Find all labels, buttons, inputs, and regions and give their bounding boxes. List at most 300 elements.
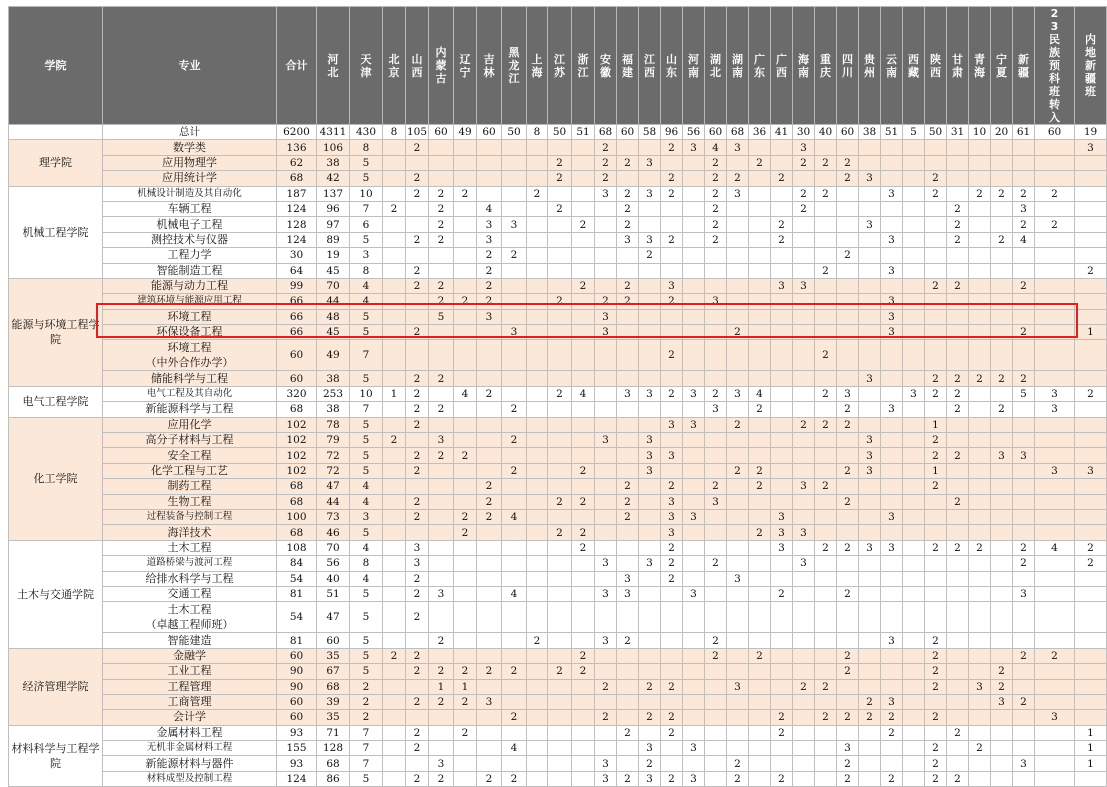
major-name: 海洋技术 bbox=[103, 525, 277, 540]
quota-cell: 2 bbox=[477, 278, 502, 293]
quota-cell: 2 bbox=[572, 494, 595, 509]
table-row bbox=[9, 679, 1107, 694]
quota-cell bbox=[815, 294, 837, 309]
quota-cell: 2 bbox=[429, 371, 454, 386]
quota-cell: 2 bbox=[429, 186, 454, 201]
quota-cell bbox=[859, 586, 881, 601]
quota-cell: 3 bbox=[683, 741, 705, 756]
quota-cell bbox=[1075, 648, 1107, 663]
quota-cell: 70 bbox=[317, 278, 350, 293]
quota-cell bbox=[903, 155, 925, 170]
quota-cell bbox=[548, 371, 572, 386]
quota-cell bbox=[454, 540, 477, 555]
quota-cell: 56 bbox=[317, 556, 350, 571]
quota-cell: 2 bbox=[815, 263, 837, 278]
quota-cell bbox=[771, 694, 793, 709]
quota-cell bbox=[572, 294, 595, 309]
quota-cell: 2 bbox=[1013, 186, 1035, 201]
quota-cell bbox=[925, 155, 947, 170]
quota-cell: 5 bbox=[350, 417, 383, 432]
quota-cell bbox=[859, 294, 881, 309]
quota-cell bbox=[661, 586, 683, 601]
quota-cell bbox=[502, 540, 527, 555]
quota-cell: 3 bbox=[881, 186, 903, 201]
quota-cell: 2 bbox=[548, 386, 572, 401]
major-name: 建筑环境与能源应用工程 bbox=[103, 294, 277, 309]
quota-cell: 2 bbox=[705, 217, 727, 232]
quota-cell bbox=[683, 433, 705, 448]
quota-cell bbox=[903, 294, 925, 309]
quota-cell: 3 bbox=[429, 433, 454, 448]
quota-cell bbox=[1075, 171, 1107, 186]
quota-cell bbox=[617, 694, 639, 709]
quota-cell: 2 bbox=[947, 771, 969, 786]
quota-cell bbox=[683, 340, 705, 371]
column-header bbox=[572, 7, 595, 125]
quota-cell: 2 bbox=[969, 741, 991, 756]
quota-cell bbox=[572, 309, 595, 324]
quota-cell: 2 bbox=[727, 325, 749, 340]
quota-cell bbox=[683, 448, 705, 463]
quota-cell bbox=[639, 725, 661, 740]
quota-cell: 2 bbox=[969, 540, 991, 555]
quota-cell: 2 bbox=[406, 371, 429, 386]
table-row bbox=[9, 201, 1107, 216]
quota-cell bbox=[881, 417, 903, 432]
quota-cell bbox=[595, 725, 617, 740]
quota-cell bbox=[947, 479, 969, 494]
quota-cell bbox=[477, 571, 502, 586]
column-header bbox=[1013, 7, 1035, 125]
quota-cell: 2 bbox=[477, 248, 502, 263]
total-cell: 8 bbox=[527, 125, 548, 140]
quota-cell: 2 bbox=[793, 186, 815, 201]
quota-cell: 10 bbox=[350, 386, 383, 401]
quota-cell bbox=[383, 263, 406, 278]
quota-cell: 2 bbox=[661, 186, 683, 201]
quota-cell bbox=[771, 633, 793, 648]
quota-cell bbox=[903, 648, 925, 663]
quota-cell bbox=[991, 140, 1013, 155]
quota-cell: 68 bbox=[277, 525, 317, 540]
quota-cell: 99 bbox=[277, 278, 317, 293]
quota-cell: 7 bbox=[350, 402, 383, 417]
quota-cell bbox=[429, 248, 454, 263]
quota-cell bbox=[991, 217, 1013, 232]
quota-cell: 3 bbox=[881, 263, 903, 278]
quota-cell bbox=[705, 525, 727, 540]
total-cell: 38 bbox=[859, 125, 881, 140]
quota-cell bbox=[548, 232, 572, 247]
quota-cell: 89 bbox=[317, 232, 350, 247]
column-header bbox=[815, 7, 837, 125]
quota-cell bbox=[815, 309, 837, 324]
quota-cell: 49 bbox=[317, 340, 350, 371]
table-row bbox=[9, 186, 1107, 201]
quota-cell bbox=[947, 248, 969, 263]
quota-cell bbox=[925, 340, 947, 371]
quota-cell bbox=[837, 725, 859, 740]
quota-cell bbox=[572, 171, 595, 186]
quota-cell: 3 bbox=[793, 278, 815, 293]
quota-cell bbox=[572, 155, 595, 170]
quota-cell bbox=[1035, 694, 1075, 709]
quota-cell bbox=[705, 278, 727, 293]
quota-cell: 2 bbox=[837, 664, 859, 679]
quota-cell bbox=[991, 325, 1013, 340]
quota-cell bbox=[572, 602, 595, 633]
quota-cell: 253 bbox=[317, 386, 350, 401]
quota-cell: 5 bbox=[350, 633, 383, 648]
quota-cell bbox=[572, 633, 595, 648]
total-cell: 96 bbox=[661, 125, 683, 140]
quota-cell bbox=[502, 294, 527, 309]
quota-cell bbox=[548, 278, 572, 293]
quota-cell bbox=[815, 278, 837, 293]
quota-cell bbox=[771, 201, 793, 216]
quota-cell: 2 bbox=[1075, 263, 1107, 278]
quota-cell bbox=[903, 725, 925, 740]
quota-cell: 2 bbox=[406, 694, 429, 709]
quota-cell: 2 bbox=[454, 448, 477, 463]
quota-cell: 68 bbox=[317, 679, 350, 694]
quota-cell: 68 bbox=[277, 171, 317, 186]
quota-cell bbox=[859, 386, 881, 401]
quota-cell bbox=[771, 679, 793, 694]
quota-cell bbox=[477, 648, 502, 663]
quota-cell bbox=[837, 309, 859, 324]
quota-cell bbox=[837, 278, 859, 293]
quota-cell bbox=[705, 325, 727, 340]
quota-cell: 5 bbox=[350, 325, 383, 340]
quota-cell: 1 bbox=[925, 417, 947, 432]
quota-cell bbox=[639, 294, 661, 309]
quota-cell: 3 bbox=[1035, 402, 1075, 417]
quota-cell bbox=[903, 664, 925, 679]
quota-cell bbox=[903, 232, 925, 247]
quota-cell bbox=[771, 340, 793, 371]
quota-cell bbox=[859, 340, 881, 371]
quota-cell bbox=[502, 648, 527, 663]
column-header bbox=[502, 7, 527, 125]
quota-cell bbox=[406, 309, 429, 324]
quota-cell bbox=[947, 556, 969, 571]
quota-cell bbox=[429, 417, 454, 432]
quota-cell bbox=[595, 540, 617, 555]
quota-cell bbox=[548, 248, 572, 263]
quota-cell: 4 bbox=[477, 201, 502, 216]
quota-cell bbox=[793, 171, 815, 186]
quota-cell bbox=[661, 756, 683, 771]
quota-cell bbox=[454, 140, 477, 155]
college-name: 化工学院 bbox=[9, 417, 103, 540]
quota-cell: 2 bbox=[477, 294, 502, 309]
quota-cell bbox=[454, 325, 477, 340]
quota-cell bbox=[527, 509, 548, 524]
total-cell: 40 bbox=[815, 125, 837, 140]
table-row bbox=[9, 494, 1107, 509]
quota-cell: 3 bbox=[881, 540, 903, 555]
total-cell: 8 bbox=[383, 125, 406, 140]
quota-cell bbox=[429, 725, 454, 740]
quota-cell: 3 bbox=[683, 509, 705, 524]
quota-cell bbox=[903, 494, 925, 509]
quota-cell: 3 bbox=[727, 140, 749, 155]
column-header: 学院 bbox=[9, 7, 103, 125]
quota-cell bbox=[815, 741, 837, 756]
quota-cell bbox=[683, 679, 705, 694]
quota-cell bbox=[947, 417, 969, 432]
quota-cell bbox=[991, 771, 1013, 786]
quota-cell bbox=[793, 448, 815, 463]
quota-cell bbox=[1075, 494, 1107, 509]
quota-cell: 2 bbox=[947, 494, 969, 509]
quota-cell: 3 bbox=[881, 232, 903, 247]
quota-cell: 7 bbox=[350, 756, 383, 771]
quota-cell: 2 bbox=[502, 664, 527, 679]
quota-cell: 106 bbox=[317, 140, 350, 155]
quota-cell bbox=[1035, 494, 1075, 509]
quota-cell: 2 bbox=[771, 171, 793, 186]
quota-cell bbox=[429, 140, 454, 155]
quota-cell: 1 bbox=[429, 679, 454, 694]
quota-cell bbox=[793, 756, 815, 771]
quota-cell: 3 bbox=[859, 448, 881, 463]
quota-cell bbox=[383, 309, 406, 324]
quota-cell bbox=[947, 325, 969, 340]
quota-cell: 2 bbox=[454, 664, 477, 679]
quota-cell bbox=[617, 433, 639, 448]
quota-cell bbox=[477, 186, 502, 201]
quota-cell: 48 bbox=[317, 309, 350, 324]
quota-cell: 47 bbox=[317, 479, 350, 494]
quota-cell bbox=[903, 463, 925, 478]
table-row bbox=[9, 694, 1107, 709]
quota-cell bbox=[815, 433, 837, 448]
quota-cell bbox=[502, 602, 527, 633]
quota-cell bbox=[1075, 417, 1107, 432]
quota-cell bbox=[502, 571, 527, 586]
total-cell: 51 bbox=[572, 125, 595, 140]
quota-cell bbox=[881, 494, 903, 509]
quota-cell bbox=[683, 479, 705, 494]
major-name: 新能源材料与器件 bbox=[103, 756, 277, 771]
quota-cell: 4 bbox=[705, 140, 727, 155]
quota-cell bbox=[477, 417, 502, 432]
table-row bbox=[9, 155, 1107, 170]
quota-cell bbox=[991, 263, 1013, 278]
quota-cell: 66 bbox=[277, 325, 317, 340]
quota-cell: 2 bbox=[793, 201, 815, 216]
quota-cell bbox=[815, 648, 837, 663]
major-name: 交通工程 bbox=[103, 586, 277, 601]
quota-cell: 2 bbox=[406, 417, 429, 432]
quota-cell: 2 bbox=[595, 710, 617, 725]
quota-cell bbox=[617, 402, 639, 417]
quota-cell bbox=[991, 248, 1013, 263]
quota-cell bbox=[771, 263, 793, 278]
quota-cell bbox=[1035, 633, 1075, 648]
quota-cell bbox=[925, 725, 947, 740]
quota-cell bbox=[548, 417, 572, 432]
major-name: 工商管理 bbox=[103, 694, 277, 709]
quota-cell bbox=[572, 679, 595, 694]
quota-cell bbox=[837, 633, 859, 648]
quota-cell: 2 bbox=[925, 710, 947, 725]
quota-cell: 2 bbox=[406, 140, 429, 155]
major-name: 数学类 bbox=[103, 140, 277, 155]
quota-cell bbox=[477, 340, 502, 371]
quota-cell: 2 bbox=[617, 494, 639, 509]
quota-cell bbox=[383, 679, 406, 694]
quota-cell bbox=[477, 402, 502, 417]
quota-cell bbox=[793, 664, 815, 679]
quota-cell: 2 bbox=[406, 648, 429, 663]
quota-cell: 2 bbox=[406, 386, 429, 401]
quota-cell bbox=[991, 201, 1013, 216]
quota-cell bbox=[454, 263, 477, 278]
quota-cell bbox=[991, 340, 1013, 371]
quota-cell: 3 bbox=[350, 509, 383, 524]
college-name: 电气工程学院 bbox=[9, 386, 103, 417]
quota-cell bbox=[502, 679, 527, 694]
quota-cell bbox=[749, 741, 771, 756]
quota-cell bbox=[881, 433, 903, 448]
quota-cell bbox=[595, 386, 617, 401]
quota-cell bbox=[406, 710, 429, 725]
quota-cell bbox=[1035, 294, 1075, 309]
quota-cell bbox=[383, 371, 406, 386]
quota-cell bbox=[406, 433, 429, 448]
quota-cell: 2 bbox=[661, 140, 683, 155]
quota-cell bbox=[947, 140, 969, 155]
column-header bbox=[683, 7, 705, 125]
quota-cell: 3 bbox=[595, 633, 617, 648]
quota-cell bbox=[705, 741, 727, 756]
quota-cell bbox=[749, 509, 771, 524]
quota-cell bbox=[502, 725, 527, 740]
quota-cell: 3 bbox=[350, 248, 383, 263]
quota-cell: 2 bbox=[595, 294, 617, 309]
quota-cell bbox=[617, 171, 639, 186]
quota-cell: 2 bbox=[429, 771, 454, 786]
quota-cell bbox=[406, 633, 429, 648]
quota-cell: 72 bbox=[317, 463, 350, 478]
quota-cell: 2 bbox=[639, 248, 661, 263]
quota-cell: 2 bbox=[837, 463, 859, 478]
quota-cell: 2 bbox=[749, 479, 771, 494]
quota-cell: 2 bbox=[1013, 648, 1035, 663]
quota-cell: 2 bbox=[661, 679, 683, 694]
quota-cell bbox=[683, 633, 705, 648]
total-cell: 19 bbox=[1075, 125, 1107, 140]
quota-cell bbox=[881, 556, 903, 571]
quota-cell bbox=[749, 417, 771, 432]
quota-cell bbox=[969, 386, 991, 401]
quota-cell bbox=[1075, 633, 1107, 648]
quota-cell: 2 bbox=[572, 540, 595, 555]
quota-cell bbox=[383, 217, 406, 232]
quota-cell bbox=[793, 386, 815, 401]
quota-cell bbox=[1035, 171, 1075, 186]
quota-cell bbox=[881, 448, 903, 463]
quota-cell: 2 bbox=[406, 741, 429, 756]
quota-cell bbox=[595, 479, 617, 494]
quota-cell: 2 bbox=[815, 386, 837, 401]
column-header-label: 重庆 bbox=[820, 52, 831, 79]
quota-cell bbox=[429, 155, 454, 170]
table-row bbox=[9, 771, 1107, 786]
quota-cell bbox=[881, 479, 903, 494]
quota-cell bbox=[727, 509, 749, 524]
quota-cell bbox=[429, 741, 454, 756]
quota-cell bbox=[383, 571, 406, 586]
quota-cell: 2 bbox=[502, 402, 527, 417]
quota-cell bbox=[383, 509, 406, 524]
quota-cell: 46 bbox=[317, 525, 350, 540]
quota-cell bbox=[771, 386, 793, 401]
quota-cell bbox=[639, 171, 661, 186]
quota-cell: 2 bbox=[969, 186, 991, 201]
quota-cell bbox=[383, 756, 406, 771]
quota-cell: 40 bbox=[317, 571, 350, 586]
quota-cell bbox=[969, 463, 991, 478]
quota-cell: 2 bbox=[406, 586, 429, 601]
quota-cell: 2 bbox=[947, 448, 969, 463]
college-name: 能源与环境工程学院 bbox=[9, 278, 103, 386]
quota-cell bbox=[572, 771, 595, 786]
quota-cell bbox=[429, 509, 454, 524]
quota-cell: 4 bbox=[350, 571, 383, 586]
table-row bbox=[9, 340, 1107, 371]
quota-cell bbox=[383, 556, 406, 571]
quota-cell bbox=[837, 694, 859, 709]
quota-cell bbox=[903, 602, 925, 633]
quota-cell bbox=[903, 217, 925, 232]
quota-cell bbox=[1035, 278, 1075, 293]
quota-cell bbox=[477, 171, 502, 186]
column-header bbox=[617, 7, 639, 125]
quota-cell bbox=[859, 232, 881, 247]
quota-cell bbox=[639, 140, 661, 155]
major-name: 能源与动力工程 bbox=[103, 278, 277, 293]
quota-cell bbox=[837, 479, 859, 494]
quota-cell bbox=[969, 556, 991, 571]
total-cell: 50 bbox=[502, 125, 527, 140]
quota-cell: 54 bbox=[277, 602, 317, 633]
quota-cell: 2 bbox=[1013, 694, 1035, 709]
quota-cell bbox=[617, 540, 639, 555]
quota-cell bbox=[749, 325, 771, 340]
quota-cell bbox=[454, 155, 477, 170]
quota-cell: 3 bbox=[793, 140, 815, 155]
quota-cell: 2 bbox=[859, 694, 881, 709]
quota-cell bbox=[991, 294, 1013, 309]
quota-cell bbox=[595, 201, 617, 216]
quota-cell: 2 bbox=[947, 540, 969, 555]
quota-cell bbox=[406, 756, 429, 771]
quota-cell bbox=[903, 309, 925, 324]
quota-cell bbox=[454, 171, 477, 186]
total-cell: 31 bbox=[947, 125, 969, 140]
quota-cell bbox=[527, 294, 548, 309]
quota-cell bbox=[859, 664, 881, 679]
quota-cell bbox=[727, 263, 749, 278]
quota-cell bbox=[991, 756, 1013, 771]
quota-cell: 3 bbox=[595, 309, 617, 324]
quota-cell bbox=[881, 525, 903, 540]
quota-cell bbox=[683, 648, 705, 663]
